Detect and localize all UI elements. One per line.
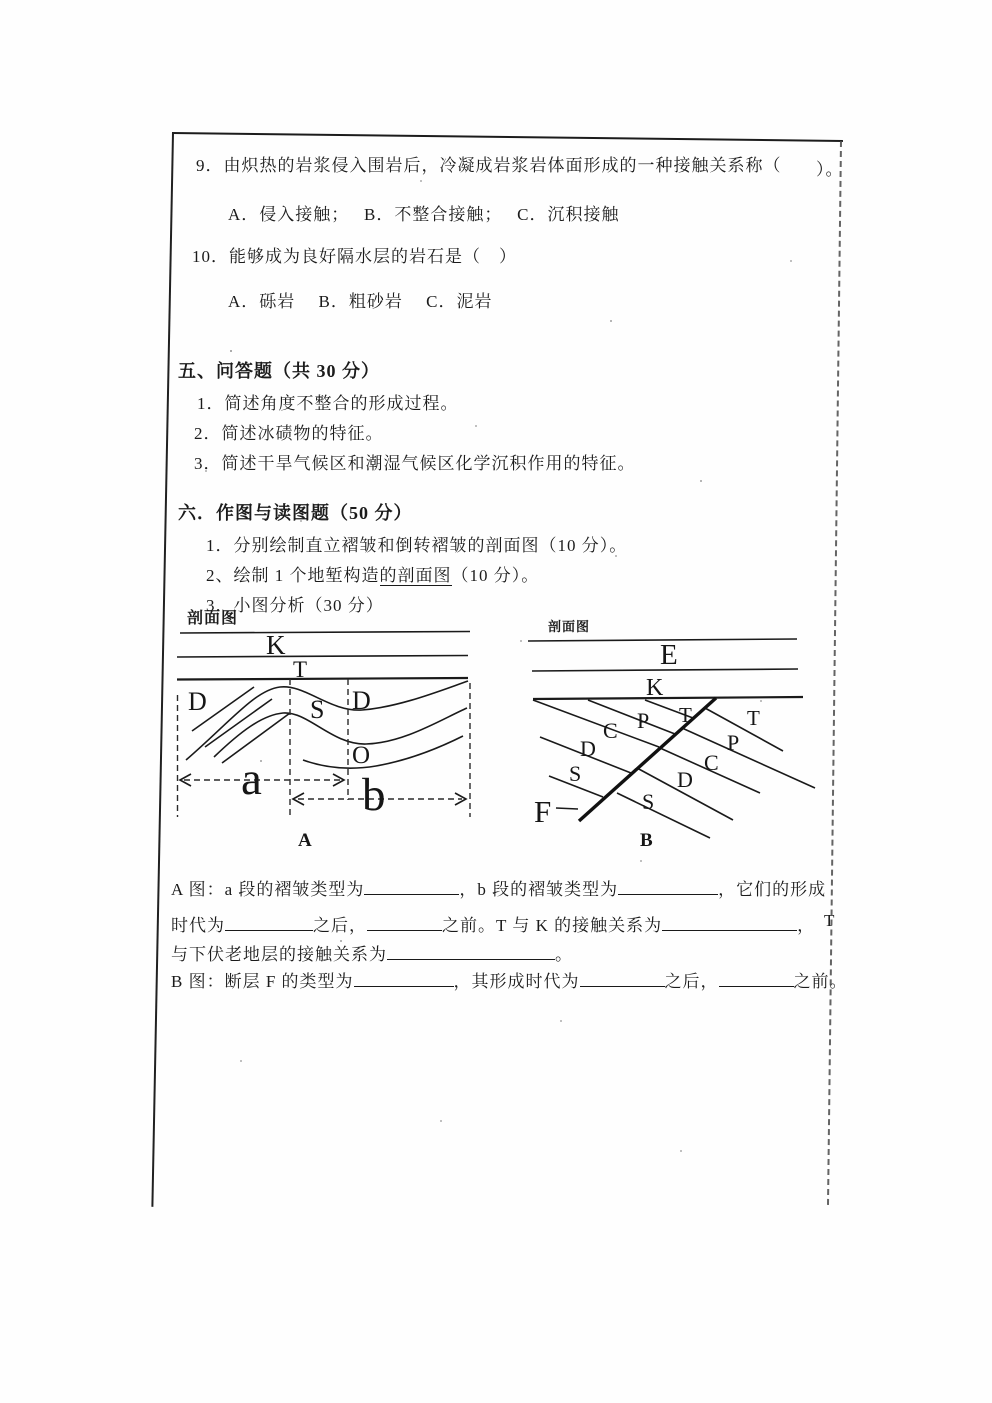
section6-item-2-post: （10 分）。: [451, 566, 540, 585]
a-label-S: S: [310, 695, 325, 724]
a-unconformity-line: [177, 678, 468, 680]
diagram-a-fold-cross-section: [150, 625, 490, 857]
a-fold-curve-lower: [214, 708, 467, 757]
b-label-F: F: [534, 794, 552, 829]
fill-a1-seg1: A 图：a 段的褶皱类型为: [171, 880, 365, 899]
a-fold-curve-upper: [186, 681, 468, 760]
b-label-P-right: P: [727, 730, 740, 755]
b-right-bed-1: [705, 708, 783, 751]
a-k-base-line: [177, 656, 468, 658]
section5-item-1: 1．简述角度不整合的形成过程。: [197, 394, 459, 413]
section5-item-2: 2．简述冰碛物的特征。: [194, 424, 384, 443]
fill-a2-blank1: [225, 915, 313, 931]
a-label-D-left: D: [188, 687, 207, 716]
fill-b1-blank1: [354, 971, 454, 987]
fill-line-a2: [171, 911, 815, 936]
section5-title: 五、问答题（共 30 分）: [178, 361, 380, 381]
a-label-O: O: [352, 742, 371, 769]
diagram-a-caption: 剖面图: [187, 610, 239, 627]
question-10-text: 10．能够成为良好隔水层的岩石是（ ）: [192, 247, 517, 266]
fill-b1-seg1: B 图：断层 F 的类型为: [171, 972, 354, 991]
fill-a2-blank3: [662, 915, 797, 931]
fill-a1-blank1: [364, 879, 459, 895]
section6-title: 六．作图与读图题（50 分）: [178, 503, 413, 523]
fill-b1-blank3: [719, 971, 794, 987]
fill-a3-seg2: 。: [555, 945, 573, 964]
fill-line-b1: [171, 967, 848, 992]
question-9-text: 9．由炽热的岩浆侵入围岩后，冷凝成岩浆岩体面形成的一种接触关系称（: [196, 156, 782, 175]
a-label-T: T: [293, 657, 308, 682]
b-figure-label: B: [640, 830, 653, 851]
b-label-T-left: T: [679, 703, 692, 727]
fill-a3-seg1: 与下伏老地层的接触关系为: [171, 945, 387, 964]
a-label-D-right: D: [352, 686, 371, 715]
diagram-b-caption: 剖面图: [548, 619, 591, 634]
a-top-line: [180, 632, 470, 634]
fill-b1-seg2: ，其形成时代为: [453, 972, 580, 991]
fill-line-a2-trailing-t: T: [824, 911, 836, 930]
b-label-P-left: P: [637, 708, 650, 733]
fill-a2-seg4: ，: [797, 916, 816, 935]
section6-item-3: 3．小图分析（30 分）: [206, 596, 384, 615]
b-label-S-right: S: [642, 789, 655, 814]
fill-a1-seg3: ，它们的形成: [718, 880, 827, 899]
fill-a1-blank2: [618, 879, 718, 895]
fill-a2-blank2: [367, 915, 442, 931]
diagram-b-fault-cross-section: [495, 615, 835, 852]
a-span-b-label: b: [362, 769, 386, 821]
fill-line-a1: [171, 875, 826, 900]
fill-b1-seg4: 之前。: [793, 972, 848, 991]
b-label-C-left: C: [603, 718, 618, 743]
b-label-D-right: D: [677, 767, 693, 792]
b-right-bed-2: [682, 728, 815, 788]
a-figure-label: A: [298, 830, 312, 851]
fill-a3-blank1: [387, 944, 555, 960]
section5-item-3: 3．简述干旱气候区和潮湿气候区化学沉积作用的特征。: [194, 454, 636, 473]
section6-item-2-pre: 2、绘制 1 个地堑构造: [206, 566, 380, 585]
question-9-options: A．侵入接触； B．不整合接触； C．沉积接触: [228, 205, 620, 224]
question-10-options: A．砾岩 B．粗砂岩 C．泥岩: [228, 292, 493, 311]
section6-item-2: [206, 561, 539, 586]
b-label-C-right: C: [704, 750, 719, 775]
b-label-S-left: S: [569, 761, 582, 786]
fill-b1-seg3: 之后，: [664, 972, 719, 991]
fill-a2-seg3: 之前。T 与 K 的接触关系为: [442, 916, 663, 935]
b-label-D-left: D: [580, 736, 596, 761]
a-span-a-label: a: [241, 753, 262, 805]
a-bedding-hatch-2: [205, 699, 272, 747]
b-unconformity-line: [533, 697, 803, 699]
b-fault-pointer-line: [556, 808, 578, 809]
a-syncline-bottom-curve: [303, 736, 463, 768]
page-border-top: [172, 132, 843, 142]
section6-item-2-underlined: 的剖面图: [379, 566, 452, 585]
fill-a2-seg1: 时代为: [171, 916, 225, 935]
b-label-K: K: [646, 675, 664, 701]
fill-a1-seg2: ，b 段的褶皱类型为: [459, 880, 619, 899]
b-label-E: E: [660, 639, 678, 671]
question-9-close-paren: ）。: [816, 160, 844, 179]
b-left-bed-2: [588, 700, 675, 734]
fill-a2-seg2: 之后，: [313, 916, 367, 935]
fill-b1-blank2: [580, 971, 665, 987]
b-label-T-right: T: [747, 706, 760, 730]
a-label-K: K: [266, 630, 286, 660]
section6-item-1: 1．分别绘制直立褶皱和倒转褶皱的剖面图（10 分）。: [206, 536, 628, 555]
scan-noise: [0, 0, 2, 2]
fill-line-a3: [171, 940, 573, 965]
